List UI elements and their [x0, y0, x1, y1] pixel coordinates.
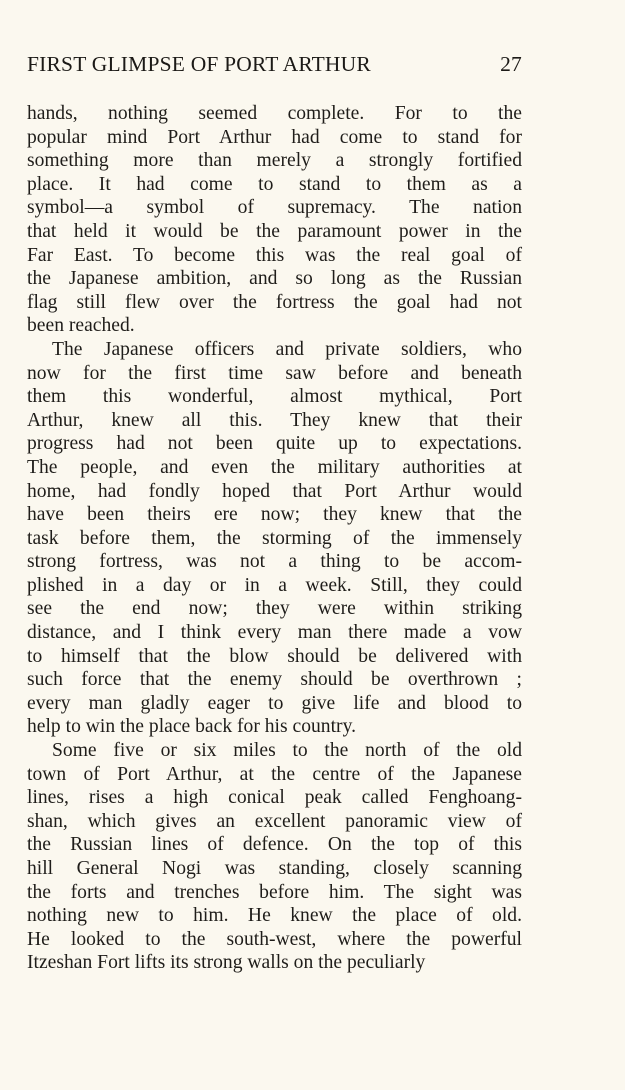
text-line: have been theirs ere now; they knew that the: [27, 504, 522, 526]
text-line: help to win the place back for his country.: [27, 716, 356, 738]
text-line: plished in a day or in a week. Still, they could: [27, 574, 522, 596]
text-line: the Russian lines of defence. On the top of this: [27, 834, 522, 856]
text-line: the forts and trenches before him. The sight was: [27, 881, 522, 903]
text-line: flag still flew over the fortress the goal had not: [27, 291, 522, 313]
text-line: symbol—a symbol of supremacy. The nation: [27, 197, 522, 219]
text-line: place. It had come to stand to them as a: [27, 173, 522, 195]
text-line: been reached.: [27, 315, 135, 337]
text-line: strong fortress, was not a thing to be accom-: [27, 551, 522, 573]
text-line: now for the first time saw before and beneath: [27, 362, 522, 384]
text-line: every man gladly eager to give life and blood to: [27, 692, 522, 714]
text-line: see the end now; they were within striking: [27, 598, 522, 620]
text-line: He looked to the south-west, where the powerful: [27, 928, 522, 950]
running-head-title: FIRST GLIMPSE OF PORT ARTHUR: [27, 52, 371, 76]
text-line: Some five or six miles to the north of the old: [52, 740, 522, 762]
running-head: [27, 52, 522, 82]
text-line: shan, which gives an excellent panoramic view of: [27, 810, 522, 832]
text-line: Far East. To become this was the real goal of: [27, 244, 522, 266]
page-number: 27: [500, 52, 522, 76]
text-line: hill General Nogi was standing, closely scanning: [27, 858, 522, 879]
text-line: such force that the enemy should be overthrown ;: [27, 669, 522, 691]
text-line: hands, nothing seemed complete. For to the: [27, 103, 522, 124]
text-line: something more than merely a strongly fortified: [27, 150, 522, 172]
text-line: Arthur, knew all this. They knew that their: [27, 409, 522, 431]
paragraph: [27, 739, 522, 975]
paragraph: [27, 102, 522, 338]
text-line: distance, and I think every man there made a vow: [27, 622, 522, 644]
text-line: nothing new to him. He knew the place of old.: [27, 905, 522, 927]
text-line: the Japanese ambition, and so long as the Russian: [27, 268, 522, 290]
text-line: lines, rises a high conical peak called Fenghoang-: [27, 787, 522, 809]
text-line: that held it would be the paramount power in the: [27, 220, 522, 242]
text-line: task before them, the storming of the immensely: [27, 527, 522, 549]
text-line: The Japanese officers and private soldiers, who: [52, 338, 522, 360]
text-line: them this wonderful, almost mythical, Port: [27, 386, 522, 408]
paragraph: [27, 338, 522, 739]
text-line: progress had not been quite up to expectations.: [27, 433, 522, 455]
text-line: The people, and even the military authorities at: [27, 456, 522, 478]
text-line: home, had fondly hoped that Port Arthur would: [27, 480, 522, 502]
text-line: popular mind Port Arthur had come to stand for: [27, 126, 522, 148]
text-line: to himself that the blow should be delivered with: [27, 645, 522, 667]
text-line: town of Port Arthur, at the centre of the Japanese: [27, 763, 522, 785]
text-line: Itzeshan Fort lifts its strong walls on the peculiarly: [27, 952, 426, 974]
body-text: [27, 102, 522, 975]
